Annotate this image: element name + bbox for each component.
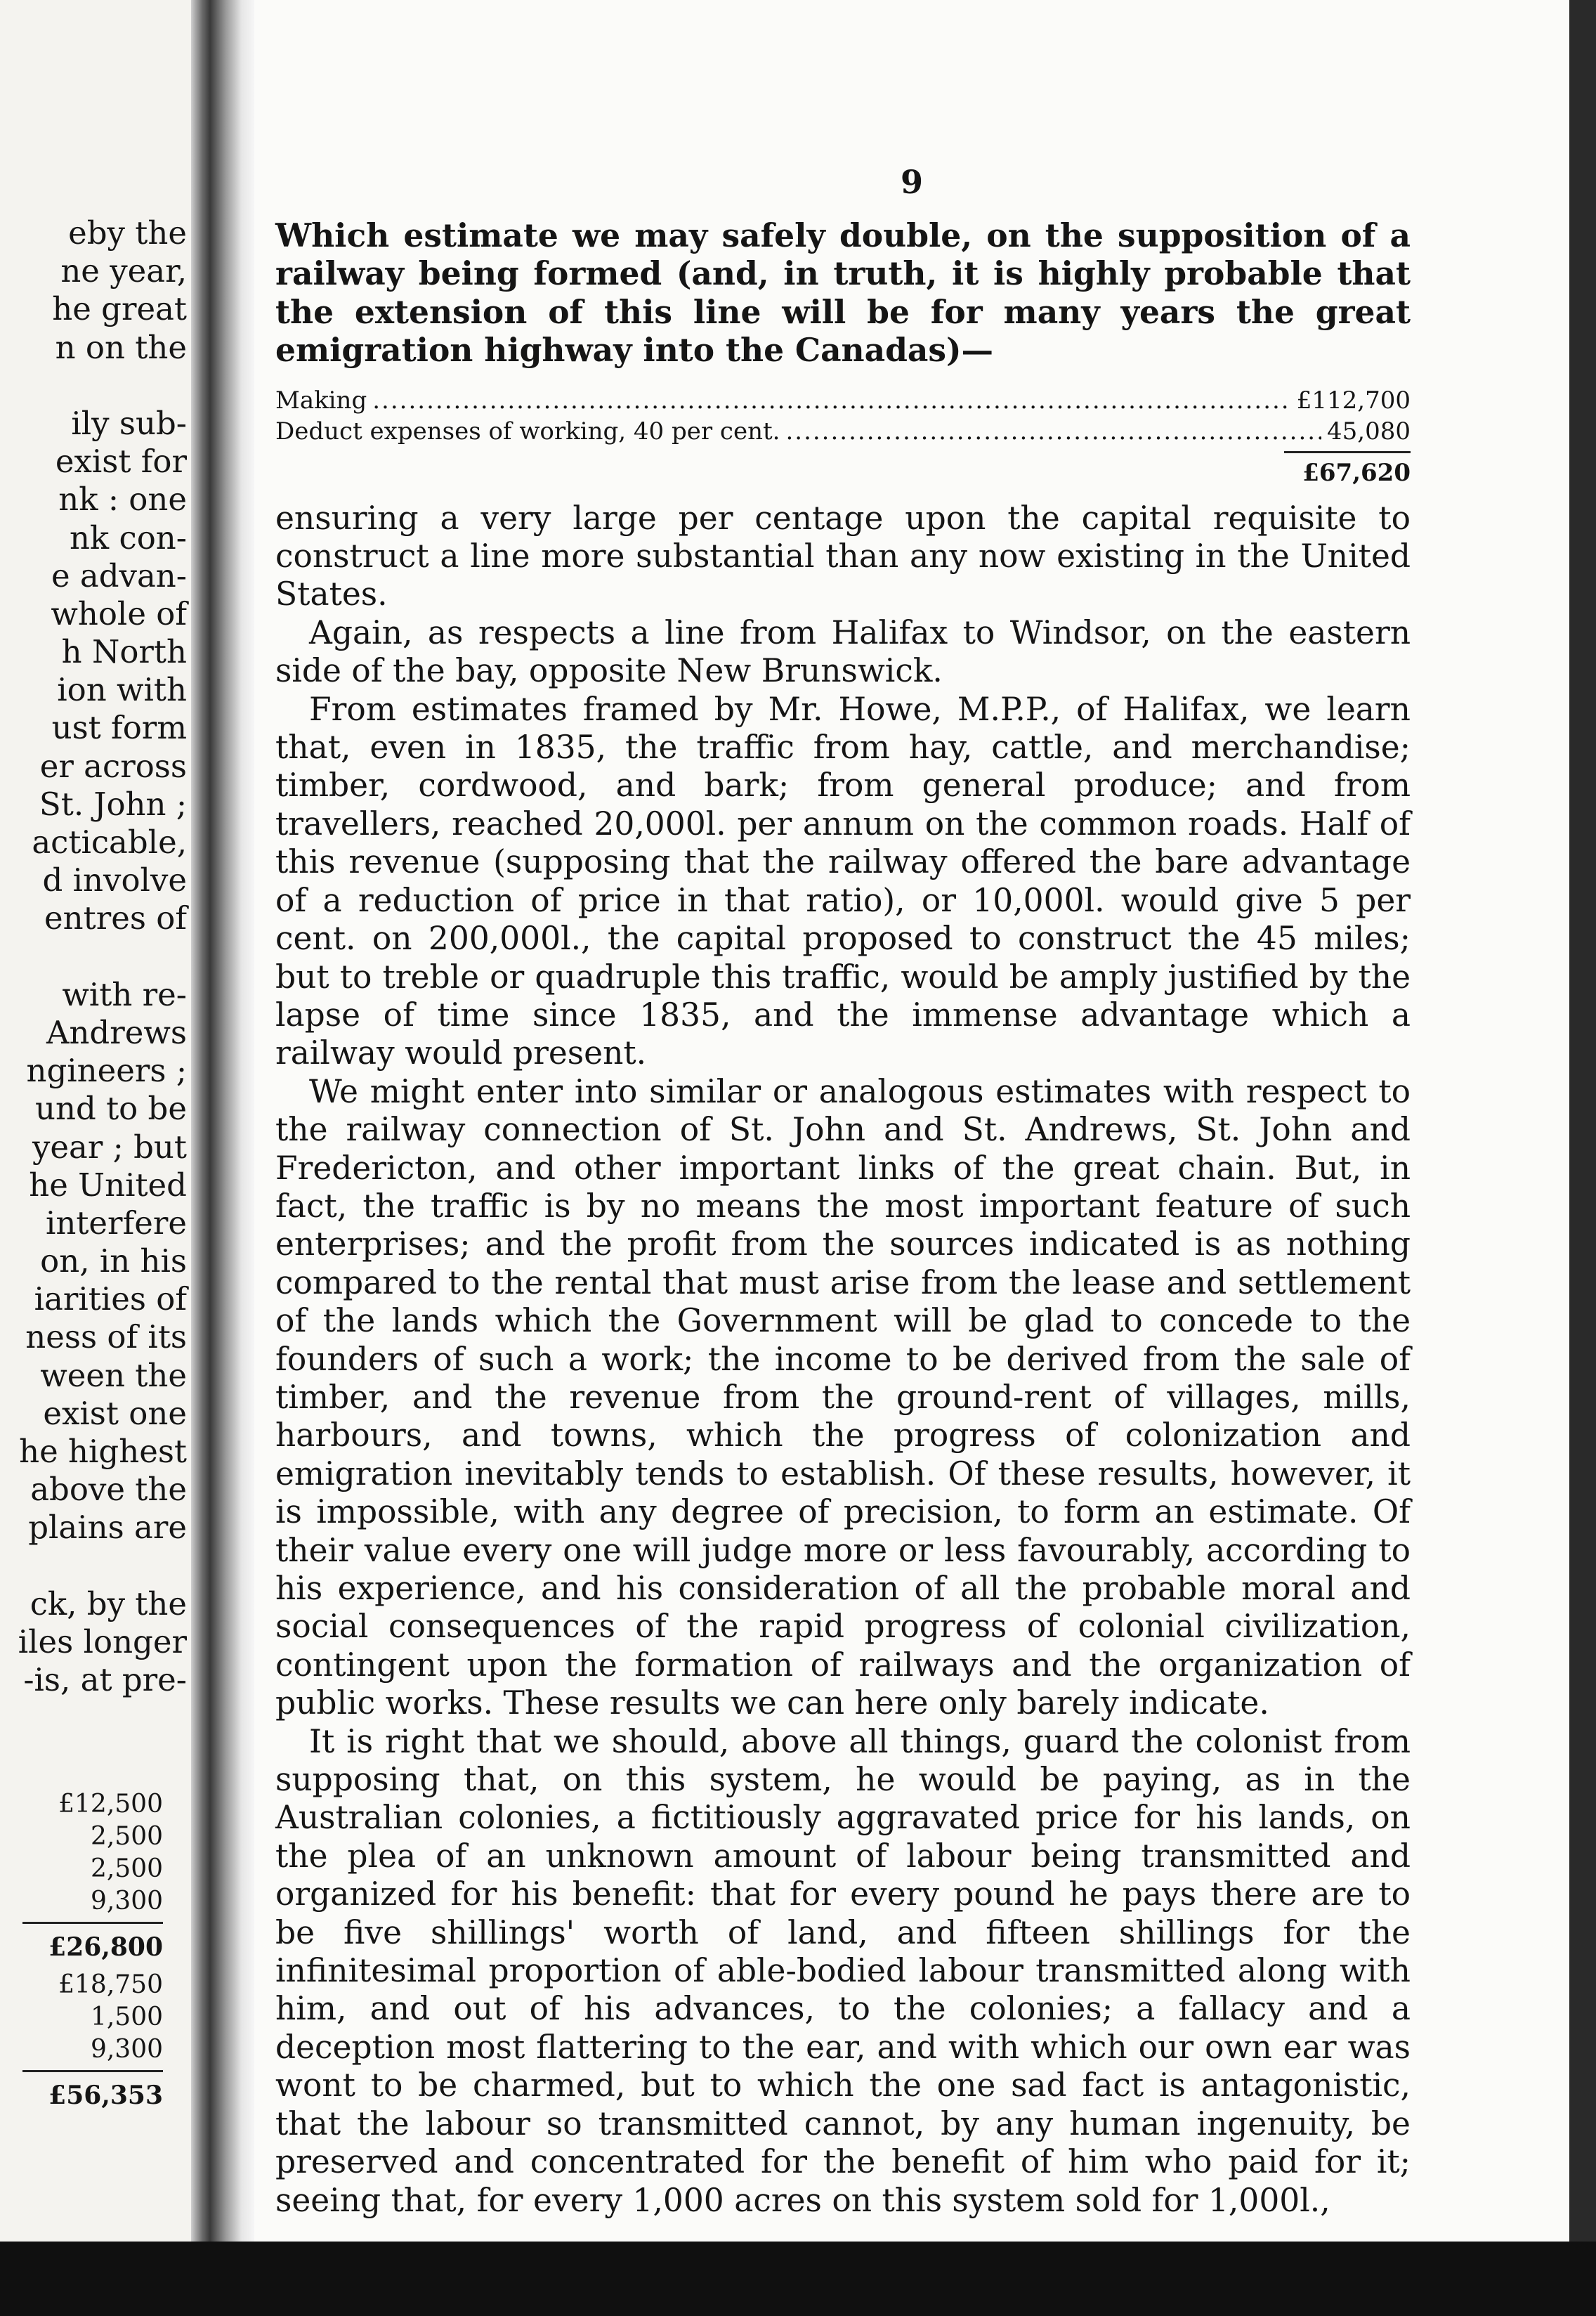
- paragraph: Which estimate we may safely double, on the supposition of a railway being formed (and, in truth, it is highly probable that the extension of this line will be for many years the great emigration highway into the Canadas)—: [275, 216, 1411, 370]
- facing-page-line: acticable,: [32, 824, 187, 861]
- facing-page-line: d involve: [42, 861, 187, 899]
- paragraph: From estimates framed by Mr. Howe, M.P.P., of Halifax, we learn that, even in 1835, the traffic from hay, cattle, and merchandise; timber, cordwood, and bark; from general produce; and from travellers, reached 20,000l. per annum on the common roads. Half of this revenue (supposing that the railway offered the bare advantage of a reduction of price in that ratio), or 10,000l. would give 5 per cent. on 200,000l., the capital proposed to construct the 45 miles; but to treble or quadruple this traffic, would be amply justified by the lapse of time since 1835, and the immense advantage which a railway would present.: [275, 690, 1411, 1072]
- ledger-label: Making: [275, 386, 367, 415]
- facing-page-line: ness of its: [25, 1318, 187, 1356]
- facing-page-line: entres of: [44, 899, 187, 937]
- leader-dots: [785, 416, 1321, 447]
- facing-page-line: he great: [52, 290, 187, 328]
- facing-page-line: with re-: [62, 975, 187, 1013]
- facing-page-line: er across: [39, 747, 187, 785]
- book-gutter: [191, 0, 254, 2316]
- facing-page-line: on, in his: [40, 1242, 187, 1280]
- facing-page-line: und to be: [35, 1090, 187, 1128]
- ledger-row: [275, 416, 1411, 447]
- table-row: 2,500: [90, 1854, 163, 1883]
- facing-page-line: ngineers ;: [26, 1052, 187, 1090]
- facing-page-fragment: [0, 0, 191, 2316]
- facing-page-line: ween the: [40, 1356, 187, 1394]
- page-body: [275, 216, 1411, 2220]
- table-row: 2,500: [90, 1822, 163, 1851]
- facing-page-line: nk : one: [58, 481, 187, 519]
- book-page: [254, 0, 1571, 2242]
- facing-page-line: whole of: [51, 594, 187, 632]
- facing-page-line: -is, at pre-: [23, 1661, 187, 1699]
- ledger-amount: 45,080: [1327, 417, 1411, 445]
- facing-page-line: iarities of: [34, 1280, 187, 1318]
- table-rule: [22, 1922, 163, 1924]
- facing-page-table: [0, 1788, 163, 2117]
- paragraph: Again, as respects a line from Halifax to Windsor, on the eastern side of the bay, opposite New Brunswick.: [275, 613, 1411, 690]
- paragraph: We might enter into similar or analogous estimates with respect to the railway connection of St. John and St. Andrews, St. John and Fredericton, and other important links of the great chain. But, in fact, the traffic is by no means the most important feature of such enterprises; and the profit from the sources indicated is as nothing compared to the rental that must arise from the lease and settlement of the lands which the Government will be glad to concede to the founders of such a work; the income to be derived from the sale of timber, and the revenue from the ground-rent of villages, mills, harbours, and towns, which the progress of colonization and emigration inevitably tends to establish. Of these results, however, it is impossible, with any degree of precision, to form an estimate. Of their value every one will judge more or less favourably, according to his experience, and his consideration of all the probable moral and social consequences of the rapid progress of colonial civilization, contingent upon the formation of railways and the organization of public works. These results we can here only barely indicate.: [275, 1072, 1411, 1722]
- facing-page-line: eby the: [68, 214, 187, 252]
- facing-page-line: above the: [30, 1471, 187, 1509]
- page-number: 9: [900, 163, 923, 201]
- facing-page-line: [0, 1547, 187, 1585]
- table-row: 9,300: [90, 2035, 163, 2064]
- scan-background: [0, 2242, 1596, 2316]
- facing-page-line: [0, 367, 187, 405]
- facing-page-line: interfere: [45, 1204, 187, 1242]
- ledger-amount: £112,700: [1296, 386, 1411, 415]
- table-rule: [22, 2070, 163, 2072]
- facing-page-line: he United: [29, 1166, 187, 1204]
- facing-page-line: exist for: [55, 443, 187, 481]
- facing-page-lines: [0, 214, 187, 1699]
- facing-page-line: ust form: [51, 709, 187, 747]
- facing-page-line: h North: [61, 633, 187, 671]
- table-total: £56,353: [48, 2081, 163, 2110]
- facing-page-line: ck, by the: [30, 1585, 187, 1622]
- facing-page-line: exist one: [43, 1394, 187, 1432]
- cost-ledger: [275, 385, 1411, 493]
- ledger-label: Deduct expenses of working, 40 per cent.: [275, 417, 780, 445]
- table-row: 9,300: [90, 1887, 163, 1915]
- table-row: £18,750: [58, 1970, 163, 1999]
- facing-page-line: ion with: [57, 671, 187, 709]
- ledger-row: [275, 385, 1411, 416]
- facing-page-line: St. John ;: [39, 785, 187, 823]
- facing-page-line: n on the: [55, 328, 187, 366]
- table-row: 1,500: [90, 2003, 163, 2031]
- leader-dots: [372, 385, 1291, 416]
- facing-page-line: ne year,: [60, 252, 187, 290]
- facing-page-line: iles longer: [18, 1622, 187, 1660]
- facing-page-line: nk con-: [69, 519, 187, 557]
- ledger-total: £67,620: [1302, 458, 1411, 487]
- facing-page-line: ily sub-: [71, 404, 187, 442]
- facing-page-line: e advan-: [51, 557, 187, 594]
- facing-page-line: he highest: [19, 1433, 187, 1470]
- page-edge: [1569, 0, 1596, 2242]
- table-subtotal: £26,800: [48, 1932, 163, 1962]
- facing-page-line: year ; but: [32, 1128, 187, 1166]
- paragraph: It is right that we should, above all things, guard the colonist from supposing that, on this system, he would be paying, as in the Australian colonies, a fictitiously aggravated price for his lands, on the plea of an unknown amount of labour being transmitted and organized for his benefit: that for every pound he pays there are to be five shillings' worth of land, and fifteen shillings for the infinitesimal proportion of able-bodied labour transmitted along with him, and out of his advances, to the colonies; a fallacy and a deception most flattering to the ear, and with which our own ear was wont to be charmed, but to which the one sad fact is antagonistic, that the labour so transmitted cannot, by any human ingenuity, be preserved and concentrated for the benefit of him who paid for it; seeing that, for every 1,000 acres on this system sold for 1,000l.,: [275, 1722, 1411, 2219]
- table-row: £12,500: [58, 1790, 163, 1819]
- facing-page-line: [0, 938, 187, 976]
- paragraph: ensuring a very large per centage upon the capital requisite to construct a line more substantial than any now existing in the United States.: [275, 499, 1411, 613]
- facing-page-line: plains are: [28, 1509, 187, 1547]
- facing-page-line: Andrews: [46, 1013, 187, 1051]
